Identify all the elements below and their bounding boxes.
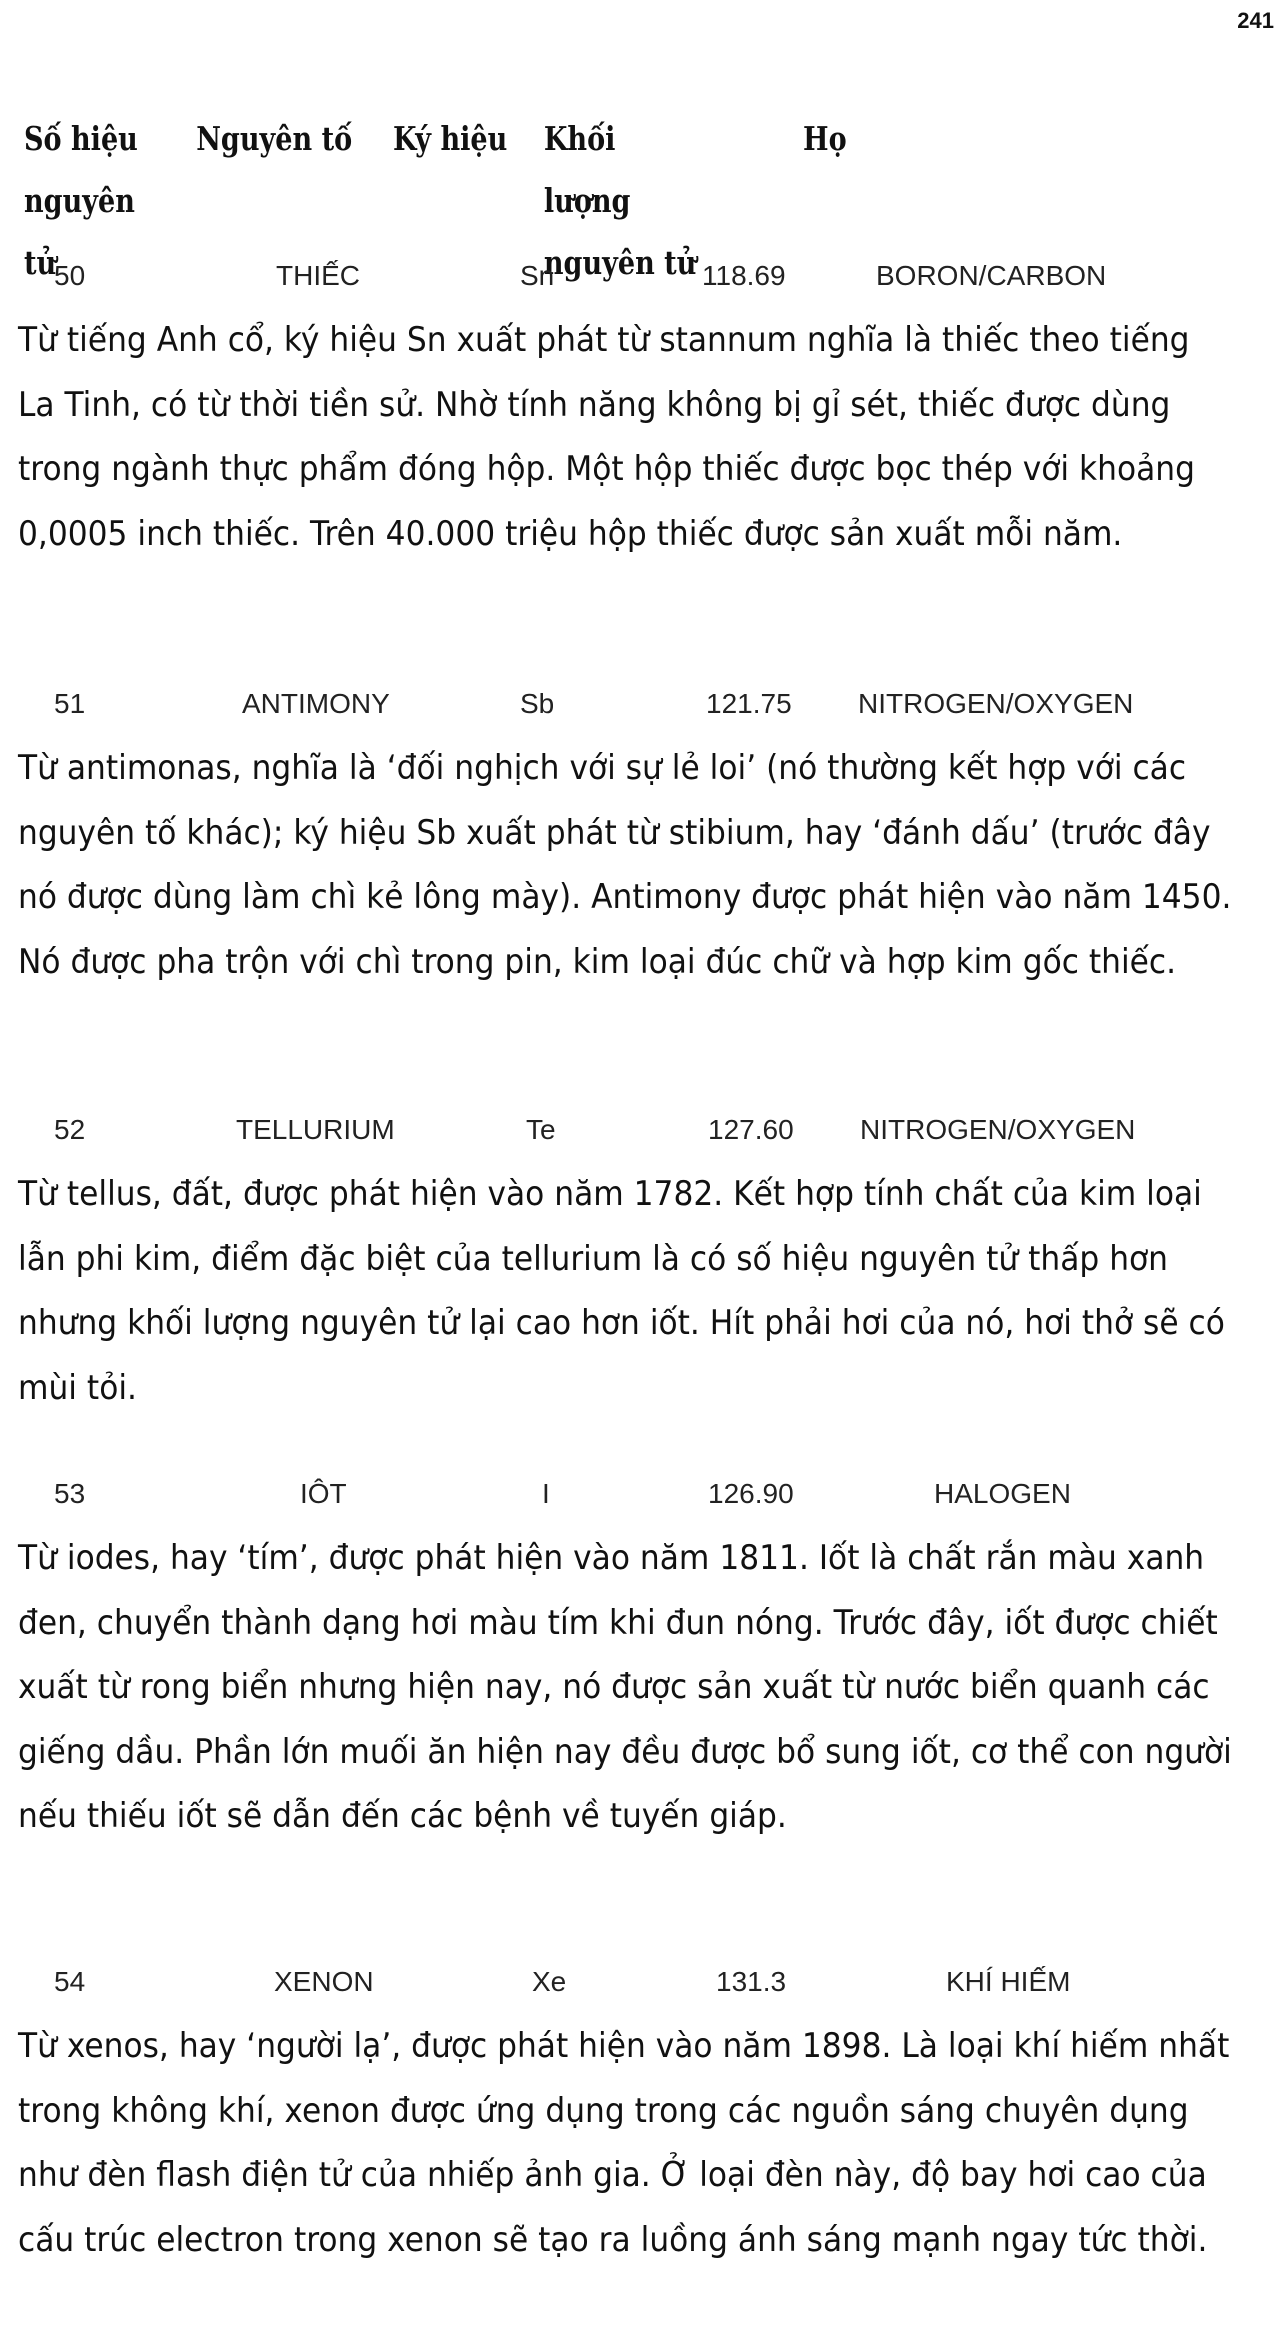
element-symbol: I: [542, 1478, 550, 1509]
atomic-number: 51: [54, 688, 86, 719]
header-atomic-number: Số hiệu nguyên tử: [24, 119, 138, 282]
atomic-number: 53: [54, 1478, 86, 1509]
header-atomic-mass: Khối lượng nguyên tử: [543, 119, 697, 282]
page-number: 241: [1237, 8, 1274, 33]
element-description: Từ antimonas, nghĩa là ‘đối nghịch với sự lẻ loi’ (nó thường kết hợp với các nguyên tố khác); ký hiệu Sb xuất phát từ stibium, hay ‘đánh dấu’ (trước đây nó được dùng làm chì kẻ lông mày). Antimony được phát hiện vào năm 1450. Nó được pha trộn với chì trong pin, kim loại đúc chữ và hợp kim gốc thiếc.: [18, 748, 1232, 982]
element-symbol: Xe: [532, 1966, 567, 1997]
element-family: KHÍ HIẾM: [946, 1966, 1071, 1997]
element-symbol: Sb: [520, 688, 555, 719]
atomic-number: 52: [54, 1114, 86, 1145]
element-description: Từ xenos, hay ‘người lạ’, được phát hiện vào năm 1898. Là loại khí hiếm nhất trong không khí, xenon được ứng dụng trong các nguồn sáng chuyên dụng như đèn flash điện tử của nhiếp ảnh gia. Ở loại đèn này, độ bay hơi cao của cấu trúc electron trong xenon sẽ tạo ra luồng ánh sáng mạnh ngay tức thời.: [18, 2026, 1230, 2260]
atomic-mass: 118.69: [702, 260, 786, 291]
header-family: Họ: [803, 119, 847, 158]
entry-meta: [18, 680, 1238, 736]
element-description: Từ iodes, hay ‘tím’, được phát hiện vào năm 1811. Iốt là chất rắn màu xanh đen, chuyển thành dạng hơi màu tím khi đun nóng. Trước đây, iốt được chiết xuất từ rong biển nhưng hiện nay, nó được sản xuất từ nước biển quanh các giếng dầu. Phần lớn muối ăn hiện nay đều được bổ sung iốt, cơ thể con người nếu thiếu iốt sẽ dẫn đến các bệnh về tuyến giáp.: [18, 1538, 1232, 1836]
atomic-mass: 121.75: [706, 688, 792, 719]
element-name: XENON: [274, 1966, 374, 1997]
atomic-number: 54: [54, 1966, 86, 1997]
entry-meta: [18, 1470, 1238, 1526]
element-name: THIẾC: [276, 260, 360, 291]
entry-meta: [18, 252, 1238, 308]
element-entry-54: [18, 1958, 1238, 2272]
element-description: Từ tiếng Anh cổ, ký hiệu Sn xuất phát từ stannum nghĩa là thiếc theo tiếng La Tinh, có từ thời tiền sử. Nhờ tính năng không bị gỉ sét, thiếc được dùng trong ngành thực phẩm đóng hộp. Một hộp thiếc được bọc thép với khoảng 0,0005 inch thiếc. Trên 40.000 triệu hộp thiếc được sản xuất mỗi năm.: [18, 320, 1195, 554]
element-name: TELLURIUM: [236, 1114, 395, 1145]
header-symbol: Ký hiệu: [393, 119, 508, 158]
element-family: NITROGEN/OXYGEN: [860, 1114, 1136, 1145]
element-entry-51: [18, 680, 1238, 994]
element-family: HALOGEN: [934, 1478, 1071, 1509]
entry-meta: [18, 1958, 1238, 2014]
atomic-mass: 127.60: [708, 1114, 794, 1145]
element-name: IÔT: [300, 1478, 347, 1509]
element-entry-50: [18, 252, 1238, 566]
element-entry-52: [18, 1106, 1238, 1420]
header-element: Nguyên tố: [196, 119, 353, 158]
element-name: ANTIMONY: [242, 688, 390, 719]
entry-meta: [18, 1106, 1238, 1162]
element-symbol: Te: [526, 1114, 556, 1145]
element-description: Từ tellus, đất, được phát hiện vào năm 1782. Kết hợp tính chất của kim loại lẫn phi kim, điểm đặc biệt của tellurium là có số hiệu nguyên tử thấp hơn nhưng khối lượng nguyên tử lại cao hơn iốt. Hít phải hơi của nó, hơi thở sẽ có mùi tỏi.: [18, 1174, 1225, 1408]
atomic-number: 50: [54, 260, 86, 291]
atomic-mass: 131.3: [716, 1966, 787, 1997]
element-entry-53: [18, 1470, 1238, 1849]
element-family: BORON/CARBON: [876, 260, 1107, 291]
atomic-mass: 126.90: [708, 1478, 794, 1509]
element-family: NITROGEN/OXYGEN: [858, 688, 1134, 719]
element-symbol: Sn: [520, 260, 555, 291]
